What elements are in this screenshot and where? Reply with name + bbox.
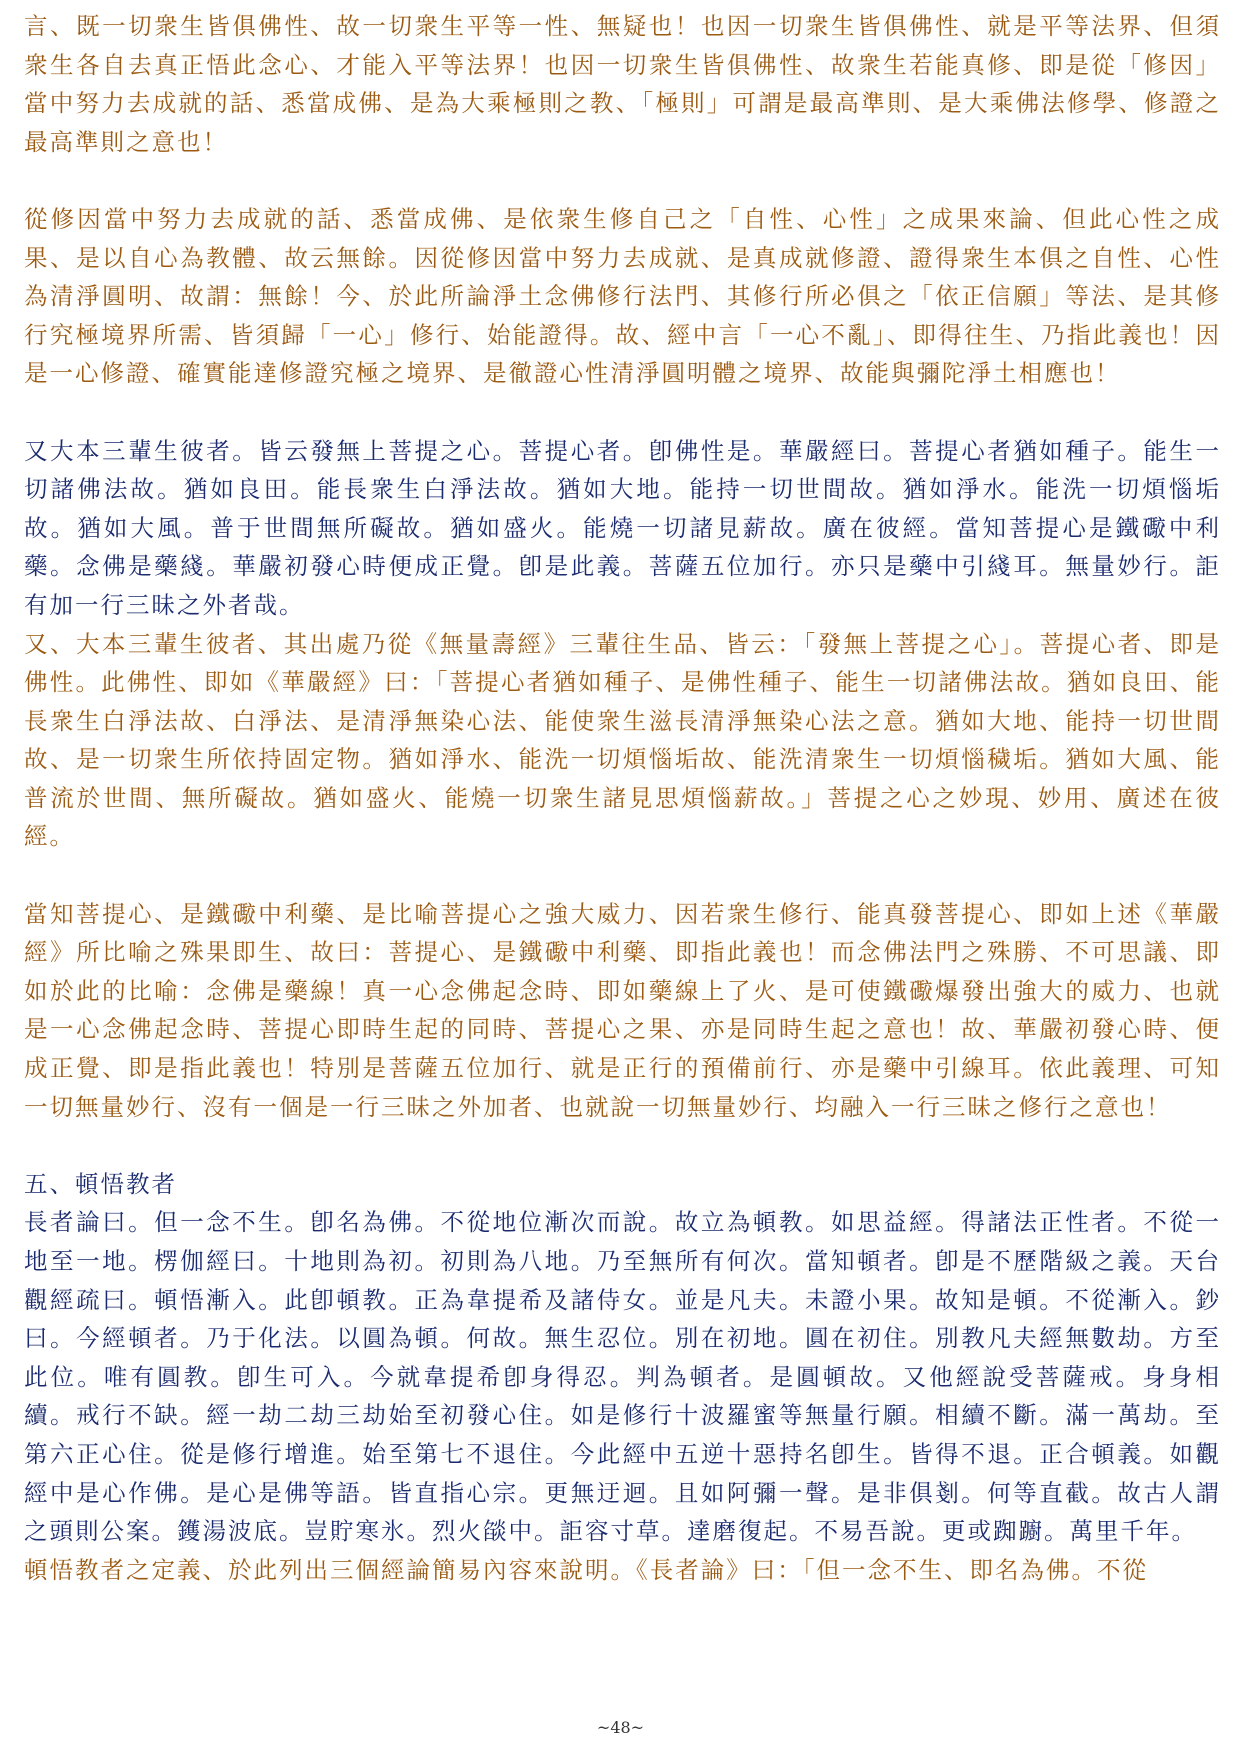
- paragraph-gap: [24, 856, 1221, 895]
- commentary-paragraph-2: 從修因當中努力去成就的話、悉當成佛、是依衆生修自己之「自性、心性」之成果來論、但此心性之成果、是以自心為教體、故云無餘。因從修因當中努力去成就、是真成就修證、證得衆生本俱之自性、心性為清淨圓明、故謂：無餘！今、於此所論淨土念佛修行法門、其修行所必俱之「依正信願」等法、是其修行究極境界所需、皆須歸「一心」修行、始能證得。故、經中言「一心不亂」、即得往生、乃指此義也！因是一心修證、確實能達修證究極之境界、是徹證心性清淨圓明體之境界、故能與彌陀淨土相應也！: [24, 204, 1221, 388]
- paragraph-gap: [24, 1126, 1221, 1165]
- quotation-paragraph-2: 長者論曰。但一念不生。卽名為佛。不從地位漸次而說。故立為頓教。如思益經。得諸法正性者。不從一地至一地。楞伽經曰。十地則為初。初則為八地。乃至無所有何次。當知頓者。卽是不歷階級之義。天台觀經疏曰。頓悟漸入。此卽頓教。正為韋提希及諸侍女。並是凡夫。未證小果。故知是頓。不從漸入。鈔曰。今經頓者。乃于化法。以圓為頓。何故。無生忍位。別在初地。圓在初住。別教凡夫經無數劫。方至此位。唯有圓教。卽生可入。今就韋提希卽身得忍。判為頓者。是圓頓故。又他經說受菩薩戒。身身相續。戒行不缺。經一劫二劫三劫始至初發心住。如是修行十波羅蜜等無量行願。相續不斷。滿一萬劫。至第六正心住。從是修行增進。始至第七不退住。今此經中五逆十惡持名卽生。皆得不退。正合頓義。如觀經中是心作佛。是心是佛等語。皆直指心宗。更無迂迴。且如阿彌一聲。是非俱剗。何等直截。故古人謂之頭則公案。鑊湯波底。豈貯寒氷。烈火燄中。詎容寸草。達磨復起。不易吾說。更或踟躕。萬里千年。: [24, 1208, 1221, 1546]
- paragraph-gap: [24, 161, 1221, 200]
- commentary-paragraph-4: 當知菩提心、是鐵礮中利藥、是比喻菩提心之強大威力、因若衆生修行、能真發菩提心、即如上述《華嚴經》所比喻之殊果即生、故曰：菩提心、是鐵礮中利藥、即指此義也！而念佛法門之殊勝、不可思議、即如於此的比喻：念佛是藥線！真一心念佛起念時、即如藥線上了火、是可使鐵礮爆發出強大的威力、也就是一心念佛起念時、菩提心即時生起的同時、菩提心之果、亦是同時生起之意也！故、華嚴初發心時、便成正覺、即是指此義也！特別是菩薩五位加行、就是正行的預備前行、亦是藥中引線耳。依此義理、可知一切無量妙行、沒有一個是一行三昧之外加者、也就說一切無量妙行、均融入一行三昧之修行之意也！: [24, 899, 1221, 1121]
- quotation-paragraph-1: 又大本三輩生彼者。皆云發無上菩提之心。菩提心者。卽佛性是。華嚴經曰。菩提心者猶如種子。能生一切諸佛法故。猶如良田。能長衆生白淨法故。猶如大地。能持一切世間故。猶如淨水。能洗一切煩惱垢故。猶如大風。普于世間無所礙故。猶如盛火。能燒一切諸見薪故。廣在彼經。當知菩提心是鐵礮中利藥。念佛是藥綫。華嚴初發心時便成正覺。卽是此義。菩薩五位加行。亦只是藥中引綫耳。無量妙行。詎有加一行三昧之外者哉。: [24, 436, 1221, 619]
- commentary-paragraph-3: 又、大本三輩生彼者、其出處乃從《無量壽經》三輩往生品、皆云：「發無上菩提之心」。菩提心者、即是佛性。此佛性、即如《華嚴經》曰：「菩提心者猶如種子、是佛性種子、能生一切諸佛法故。猶如良田、能長衆生白淨法故、白淨法、是清淨無染心法、能使衆生滋長清淨無染心法之意。猶如大地、能持一切世間故、是一切衆生所依持固定物。猶如淨水、能洗一切煩惱垢故、能洗清衆生一切煩惱穢垢。猶如大風、能普流於世間、無所礙故。猶如盛火、能燒一切衆生諸見思煩惱薪故。」菩提之心之妙現、妙用、廣述在彼經。: [24, 629, 1221, 851]
- commentary-paragraph-5: 頓悟教者之定義、於此列出三個經論簡易內容來說明。《長者論》曰：「但一念不生、即名為佛。不從: [24, 1555, 1148, 1584]
- paragraph-gap: [24, 393, 1221, 432]
- section-heading: 五、頓悟教者: [24, 1169, 177, 1198]
- page-number: ~48~: [596, 1718, 645, 1737]
- commentary-paragraph-1: 言、既一切衆生皆俱佛性、故一切衆生平等一性、無疑也！也因一切衆生皆俱佛性、就是平等法界、但須衆生各自去真正悟此念心、才能入平等法界！也因一切衆生皆俱佛性、故衆生若能真修、即是從「修因」當中努力去成就的話、悉當成佛、是為大乘極則之教、「極則」可謂是最高準則、是大乘佛法修學、修證之最高準則之意也！: [24, 12, 1221, 156]
